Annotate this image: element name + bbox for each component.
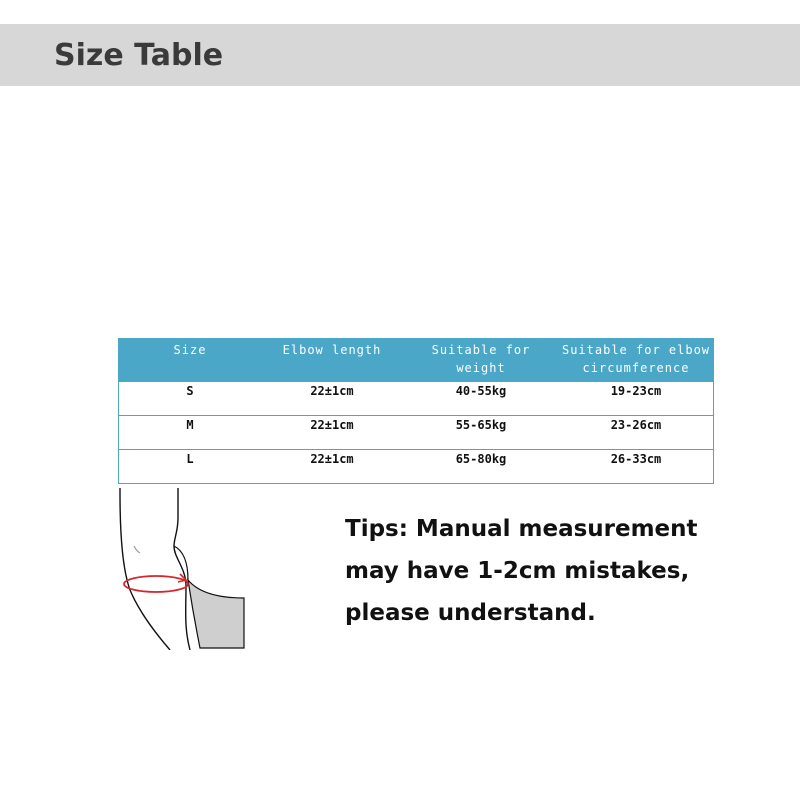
table-row [119, 381, 713, 415]
header-weight [403, 339, 559, 381]
cell-elbow-length: 22±1cm [310, 418, 354, 432]
cell-weight: 55-65kg [455, 418, 507, 432]
table-header [119, 339, 713, 381]
tips-line-1: Tips: Manual measurement [345, 516, 698, 542]
crease-mark [134, 546, 140, 553]
table-row [119, 449, 713, 483]
measure-loop [124, 576, 188, 592]
cell-circumference: 23-26cm [610, 418, 662, 432]
tips-line-3: please understand. [345, 600, 596, 626]
header-elbow-length-label: Elbow length [282, 343, 382, 357]
cell-size: M [186, 418, 194, 432]
header-weight-label: Suitable for weight [431, 343, 531, 375]
header-circumference-label-1: Suitable for elbow [561, 343, 711, 357]
cell-circumference: 19-23cm [610, 384, 662, 398]
header-circumference [559, 339, 713, 381]
header-circumference-label-2: circumference [582, 361, 690, 375]
cell-circumference: 26-33cm [610, 452, 662, 466]
tips-line-2: may have 1-2cm mistakes, [345, 558, 690, 584]
cell-elbow-length: 22±1cm [310, 384, 354, 398]
cell-elbow-length: 22±1cm [310, 452, 354, 466]
header-elbow-length [261, 339, 403, 381]
table-row [119, 415, 713, 449]
tips-text [345, 508, 785, 634]
cell-size: S [186, 384, 194, 398]
arm-outline [120, 488, 170, 650]
page-title: Size Table [54, 38, 224, 73]
header-size [119, 339, 261, 381]
header-size-label: Size [173, 343, 207, 357]
torso-shape [188, 580, 244, 648]
cell-weight: 65-80kg [455, 452, 507, 466]
cell-weight: 40-55kg [455, 384, 507, 398]
size-table [118, 338, 714, 484]
cell-size: L [186, 452, 194, 466]
arm-measurement-illustration [116, 488, 246, 650]
